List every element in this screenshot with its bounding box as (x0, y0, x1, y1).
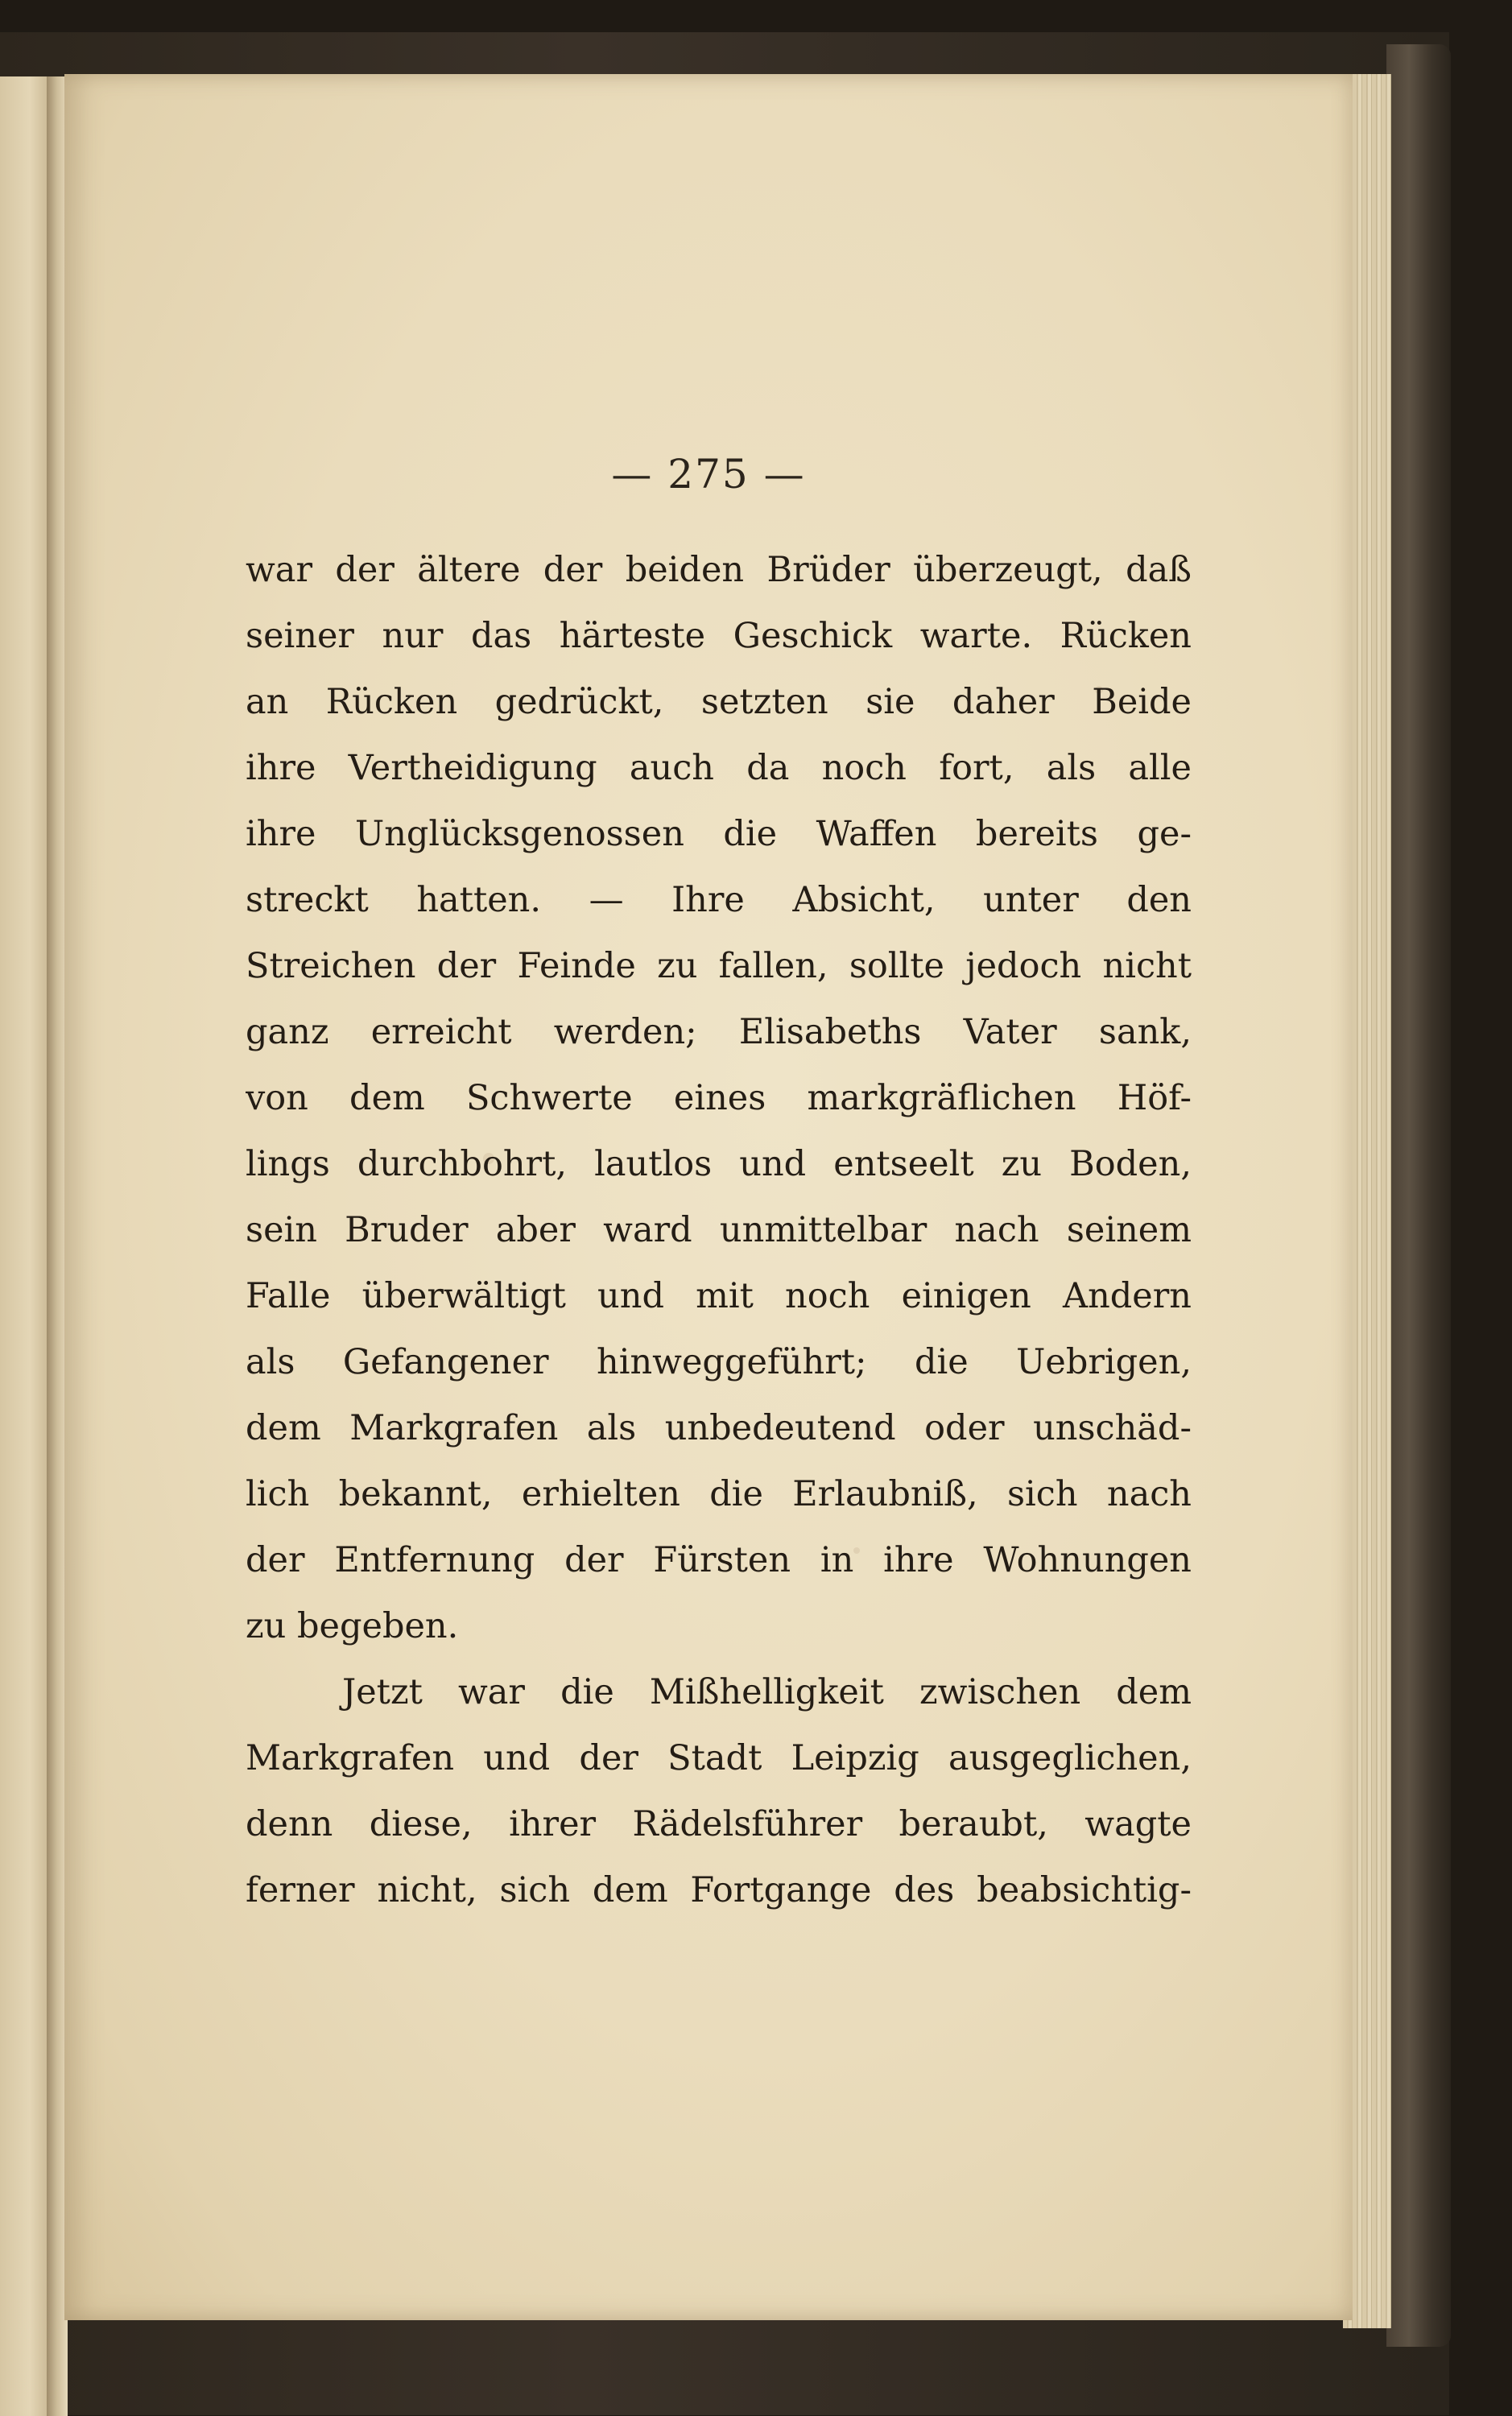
text-line: lings durchbohrt, lautlos und entseelt zu Boden, (246, 1144, 1192, 1184)
text-line: streckt hatten. — Ihre Absicht, unter den (246, 880, 1192, 920)
text-line: denn diese, ihrer Rädelsführer beraubt, wagte (246, 1804, 1192, 1844)
text-line: Falle überwältigt und mit noch einigen Andern (246, 1276, 1192, 1316)
text-line: war der ältere der beiden Brüder überzeugt, daß (246, 550, 1192, 590)
text-line: lich bekannt, erhielten die Erlaubniß, sich nach (246, 1474, 1192, 1514)
text-line: dem Markgrafen als unbedeutend oder unschäd- (246, 1408, 1192, 1448)
text-line: seiner nur das härteste Geschick warte. Rücken (246, 616, 1192, 656)
text-line: ihre Vertheidigung auch da noch fort, als alle (246, 748, 1192, 788)
facing-page-edge (0, 76, 50, 2416)
text-line: Streichen der Feinde zu fallen, sollte jedoch nicht (246, 946, 1192, 986)
page-number: — 275 — (611, 451, 806, 498)
book-page (64, 74, 1353, 2320)
text-line: zu begeben. (246, 1606, 459, 1646)
text-line: an Rücken gedrückt, setzten sie daher Beide (246, 682, 1192, 722)
paragraph-start-line: Jetzt war die Mißhelligkeit zwischen dem (342, 1672, 1192, 1712)
text-line: als Gefangener hinweggeführt; die Uebrigen, (246, 1342, 1192, 1382)
text-line: ferner nicht, sich dem Fortgange des beabsichtig- (246, 1870, 1192, 1910)
text-line: Markgrafen und der Stadt Leipzig ausgeglichen, (246, 1738, 1192, 1778)
cover-edge (1386, 44, 1451, 2347)
body-text (246, 537, 1192, 1923)
text-line: von dem Schwerte eines markgräflichen Höf- (246, 1078, 1192, 1118)
text-line: ihre Unglücksgenossen die Waffen bereits ge- (246, 814, 1192, 854)
text-line: ganz erreicht werden; Elisabeths Vater sank, (246, 1012, 1192, 1052)
text-line: der Entfernung der Fürsten in ihre Wohnungen (246, 1540, 1192, 1580)
text-line: sein Bruder aber ward unmittelbar nach seinem (246, 1210, 1192, 1250)
